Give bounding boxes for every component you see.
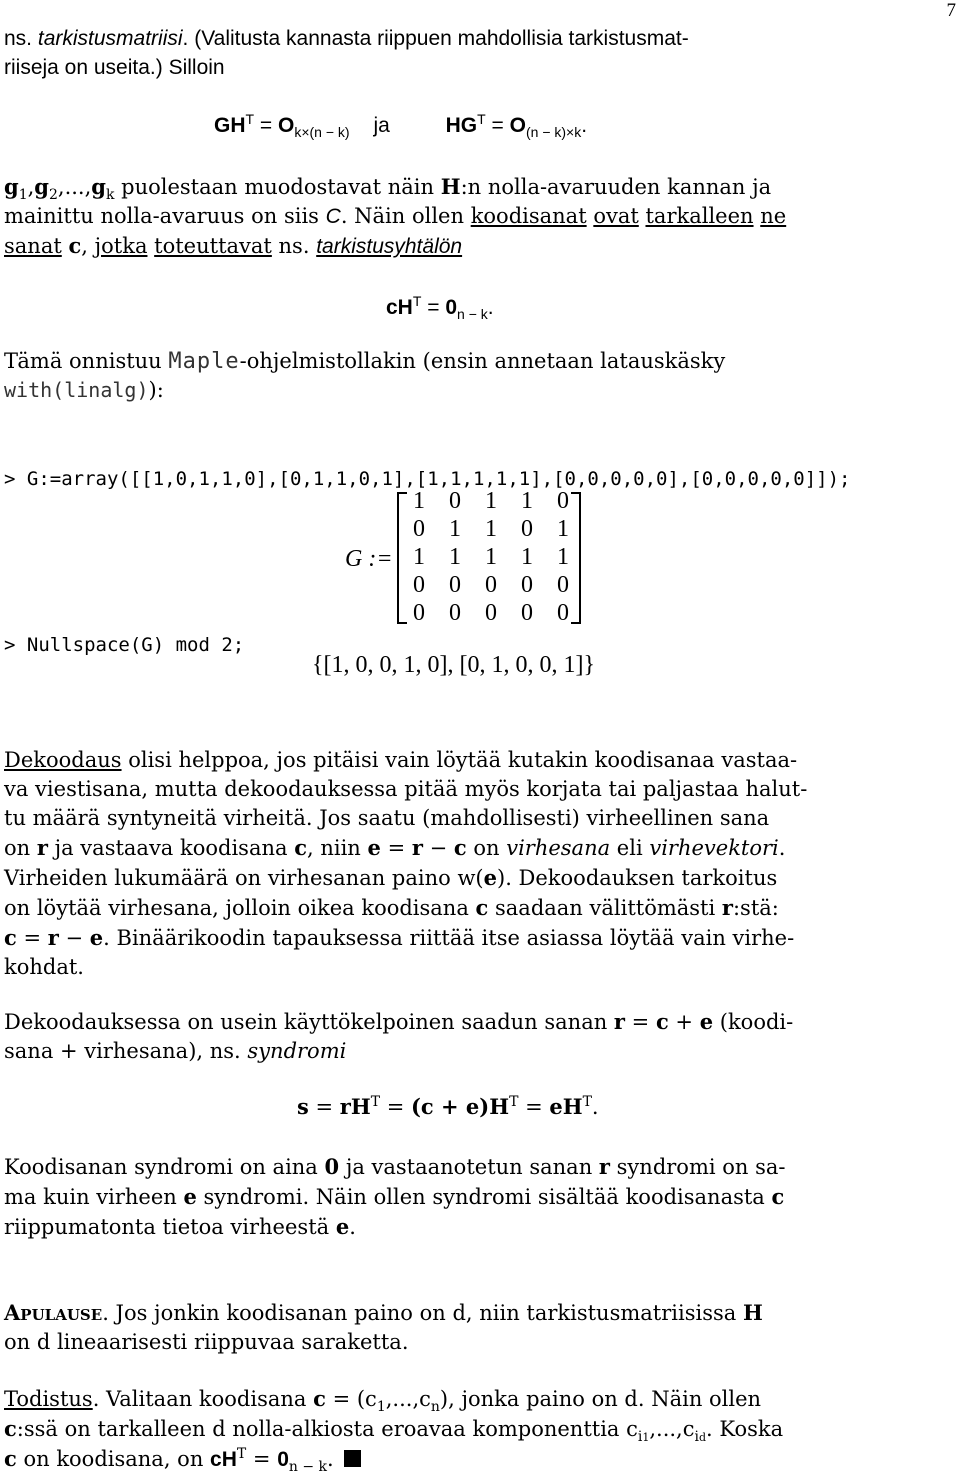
sub: i <box>694 1429 699 1446</box>
math: r <box>613 1009 625 1034</box>
matrix-row <box>401 544 581 571</box>
text: toteuttavat <box>154 234 272 258</box>
term-virhevektori: virhevektori <box>649 836 779 860</box>
text: on koodisana, on <box>16 1447 211 1471</box>
text: sanat <box>4 234 62 258</box>
text: on löytää virhesana, jolloin oikea koodisana <box>4 896 476 920</box>
math: = <box>380 1095 411 1119</box>
text: kohdat. <box>4 955 84 979</box>
cell: 0 <box>521 516 533 542</box>
math: . <box>581 114 588 137</box>
text: (koodi- <box>713 1010 794 1034</box>
term-tarkistusmatriisi: tarkistusmatriisi <box>37 27 183 50</box>
text: ,...,c <box>649 1417 695 1441</box>
text: ns. <box>271 234 317 258</box>
matrix-g <box>345 486 595 631</box>
cell: 0 <box>413 600 425 626</box>
cell: 0 <box>413 572 425 598</box>
equation-gh-hg <box>214 111 588 141</box>
text: on d lineaarisesti riippuvaa saraketta. <box>4 1330 409 1354</box>
cell: 0 <box>485 572 497 598</box>
cell: 0 <box>557 488 569 514</box>
text: ), jonka paino on d. Näin ollen <box>439 1387 762 1411</box>
cell: 1 <box>557 544 569 570</box>
math: = <box>518 1095 550 1119</box>
math: s <box>297 1094 309 1119</box>
text: . Valitaan koodisana <box>92 1387 314 1411</box>
text: tu määrä syntyneitä virheitä. Jos saatu (mahdollisesti) virheellinen sana <box>4 806 770 830</box>
text: riippumatonta tietoa virheestä <box>4 1215 336 1239</box>
text: syndromi. Näin ollen syndromi sisältää koodisanasta <box>196 1185 772 1209</box>
text: . Koska <box>706 1417 784 1441</box>
math: c <box>453 835 467 860</box>
sub: 1 <box>18 187 28 204</box>
theorem-title: Apulause <box>4 1300 103 1325</box>
math: − <box>422 836 454 860</box>
term-virhesana: virhesana <box>506 836 611 860</box>
text: , niin <box>307 836 368 860</box>
math: GH <box>214 114 246 137</box>
text: :n nolla-avaruuden kannan ja <box>460 175 772 199</box>
sub: k <box>105 187 115 204</box>
math: c <box>655 1009 669 1034</box>
maple-result: {[1, 0, 0, 1, 0], [0, 1, 0, 0, 1]} <box>312 652 596 678</box>
matrix-lhs: G := <box>345 546 393 572</box>
cell: 1 <box>449 544 461 570</box>
text: ns. <box>4 27 38 50</box>
cell: 1 <box>413 544 425 570</box>
equation-check <box>386 293 494 323</box>
math: = <box>254 114 278 137</box>
text: jotka <box>94 234 148 258</box>
math: c <box>771 1184 785 1209</box>
cell: 1 <box>521 544 533 570</box>
sup: T <box>370 1094 381 1110</box>
text-maple: Maple <box>168 349 240 374</box>
sub: 1 <box>376 1399 386 1416</box>
math: O <box>509 114 526 137</box>
math: rH <box>339 1094 371 1119</box>
matrix-row <box>401 488 581 515</box>
sup: T <box>412 293 422 309</box>
term-dekoodaus: Dekoodaus <box>4 748 122 772</box>
cell: 0 <box>557 572 569 598</box>
math: e <box>699 1009 714 1034</box>
text: sana + virhesana), ns. <box>4 1039 248 1063</box>
math: r <box>411 835 423 860</box>
sup: T <box>245 111 255 127</box>
cell: 1 <box>413 488 425 514</box>
term-syndromi: syndromi <box>247 1039 347 1063</box>
math: r <box>47 925 59 950</box>
math: = <box>308 1095 340 1119</box>
qed-square <box>344 1450 361 1467</box>
text: ,...,c <box>385 1387 431 1411</box>
cell: 0 <box>557 600 569 626</box>
math: e <box>183 1184 197 1209</box>
text: on <box>466 836 507 860</box>
maple-command-array: > G:=array([[1,0,1,1,0],[0,1,1,0,1],[1,1,1,1,1],[0,0,0,0,0],[0,0,0,0,0]]); <box>4 468 851 490</box>
math: c <box>4 925 17 950</box>
paragraph-maple <box>4 347 938 405</box>
sub: 2 <box>48 187 58 204</box>
paragraph-syndrome <box>4 1007 938 1066</box>
sub: d <box>698 1431 707 1445</box>
math: eH <box>549 1094 583 1119</box>
sup: T <box>236 1446 247 1462</box>
cell: 0 <box>449 488 461 514</box>
paragraph-syndrome-info <box>4 1152 938 1242</box>
math: c <box>4 1416 17 1441</box>
math: c <box>294 835 307 860</box>
math: r <box>36 835 48 860</box>
math: = <box>380 836 412 860</box>
paragraph-intro <box>4 24 938 82</box>
sup: T <box>477 111 486 127</box>
cell: 1 <box>449 516 461 542</box>
math: e <box>483 865 497 890</box>
text: mainittu nolla-avaruus on siis <box>4 204 326 228</box>
text: -ohjelmistollakin (ensin annetaan latauskäsky <box>239 349 726 373</box>
text: . Näin ollen <box>340 204 471 228</box>
text: saadaan välittömästi <box>488 896 722 920</box>
math: c <box>4 1446 17 1471</box>
text: ja vastaanotetun sanan <box>339 1155 599 1179</box>
text: Dekoodauksessa on usein käyttökelpoinen saadun sanan <box>4 1010 614 1034</box>
text: ne <box>760 204 787 228</box>
math: HG <box>445 114 478 137</box>
text: on <box>4 836 37 860</box>
math: c <box>475 895 489 920</box>
math: = <box>625 1010 656 1034</box>
math: r <box>721 895 733 920</box>
text: . Binäärikoodin tapauksessa riittää itse asiassa löytää vain virhe- <box>103 926 795 950</box>
text: eli <box>610 836 650 860</box>
math: c <box>68 233 82 258</box>
text: syndromi on sa- <box>609 1155 786 1179</box>
math: . <box>591 1095 599 1119</box>
text: . <box>349 1215 356 1239</box>
text: puolestaan muodostavat näin <box>114 175 441 199</box>
text: ovat <box>593 204 639 228</box>
cell: 0 <box>521 600 533 626</box>
sub: n − k <box>457 306 488 323</box>
sup: T <box>509 1094 519 1110</box>
text: koodisanat <box>470 204 587 228</box>
text: . (Valitusta kannasta riippuen mahdollisia tarkistusmat- <box>182 27 689 50</box>
text: ja <box>373 114 390 137</box>
sub: n <box>430 1399 440 1416</box>
text: riiseja on useita.) Silloin <box>4 56 225 79</box>
matrix-row <box>401 516 581 543</box>
text: olisi helppoa, jos pitäisi vain löytää kutakin koodisanaa vastaa- <box>121 748 798 772</box>
cell: 0 <box>449 572 461 598</box>
text: ). Dekoodauksen tarkoitus <box>497 866 778 890</box>
math: 0 <box>277 1448 289 1471</box>
math: cH <box>386 296 413 319</box>
math: H <box>742 1300 763 1325</box>
sub: k×(n − k) <box>294 124 350 141</box>
maple-command-nullspace: > Nullspace(G) mod 2; <box>4 634 245 656</box>
cell: 1 <box>557 516 569 542</box>
paragraph-proof <box>4 1384 938 1474</box>
sub: i <box>637 1429 643 1446</box>
term-tarkistusyhtalo: tarkistusyhtälön <box>316 235 463 258</box>
math: g <box>91 174 106 199</box>
math: C <box>325 205 341 228</box>
matrix-row <box>401 572 581 599</box>
text: . Jos jonkin koodisanan paino on d, niin tarkistusmatriisissa <box>102 1301 743 1325</box>
text: ja vastaava koodisana <box>47 836 295 860</box>
text: ): <box>148 378 164 402</box>
sub: n − k <box>288 1459 328 1475</box>
math: c <box>313 1386 326 1411</box>
math: = <box>485 114 510 137</box>
page-number: 7 <box>946 0 956 21</box>
math: . <box>327 1447 334 1471</box>
math: = <box>421 296 446 319</box>
text: = (c <box>325 1387 377 1411</box>
math: H <box>440 174 461 199</box>
math: r <box>598 1154 610 1179</box>
sub: (n − k)×k <box>525 124 582 141</box>
paragraph-theorem <box>4 1298 938 1357</box>
cell: 0 <box>521 572 533 598</box>
math: (c + e)H <box>410 1094 510 1119</box>
sub: 1 <box>642 1431 650 1445</box>
math: cH <box>210 1448 237 1471</box>
math: . <box>487 296 494 319</box>
text: :stä: <box>732 896 779 920</box>
math: 0 <box>445 296 458 319</box>
math: = <box>246 1447 278 1471</box>
math: g <box>34 174 49 199</box>
text: ma kuin virheen <box>4 1185 184 1209</box>
proof-title: Todistus <box>4 1387 93 1411</box>
cell: 1 <box>485 544 497 570</box>
math: e <box>367 835 381 860</box>
cell: 1 <box>485 516 497 542</box>
math: e <box>335 1214 350 1239</box>
math: = <box>16 926 48 950</box>
cell: 0 <box>449 600 461 626</box>
text: Tämä onnistuu <box>4 349 169 373</box>
text: :ssä on tarkalleen d nolla-alkiosta eroavaa komponenttia c <box>16 1417 638 1441</box>
math: g <box>4 174 19 199</box>
cell: 1 <box>485 488 497 514</box>
matrix-row <box>401 600 581 627</box>
equation-syndrome <box>297 1094 599 1119</box>
text: . <box>778 836 786 860</box>
math: O <box>278 114 295 137</box>
math: e <box>89 925 104 950</box>
text: Koodisanan syndromi on aina <box>4 1155 325 1179</box>
text: tarkalleen <box>645 204 754 228</box>
text: Virheiden lukumäärä on virhesanan paino w( <box>4 866 484 890</box>
math: − <box>58 926 90 950</box>
paragraph-decoding <box>4 746 938 982</box>
cell: 1 <box>521 488 533 514</box>
math: 0 <box>324 1154 340 1179</box>
sup: T <box>582 1094 592 1110</box>
paragraph-nullspace: $g_1,g_2,...,g_k$ puolestaan muodostavat näin H:n nolla-avaruuden kannan ja mainittu nolla-avaruus on siis C. Näin ollen koodisanat ovat tarkalleen ne sanat c, jotka toteuttavat ns. tarkistusyhtälön <box>4 174 787 258</box>
text: va viestisana, mutta dekoodauksessa pitää myös korjata tai paljastaa halut- <box>4 777 808 801</box>
cell: 0 <box>413 516 425 542</box>
math: + <box>668 1010 700 1034</box>
cell: 0 <box>485 600 497 626</box>
code: with(linalg) <box>4 378 149 402</box>
